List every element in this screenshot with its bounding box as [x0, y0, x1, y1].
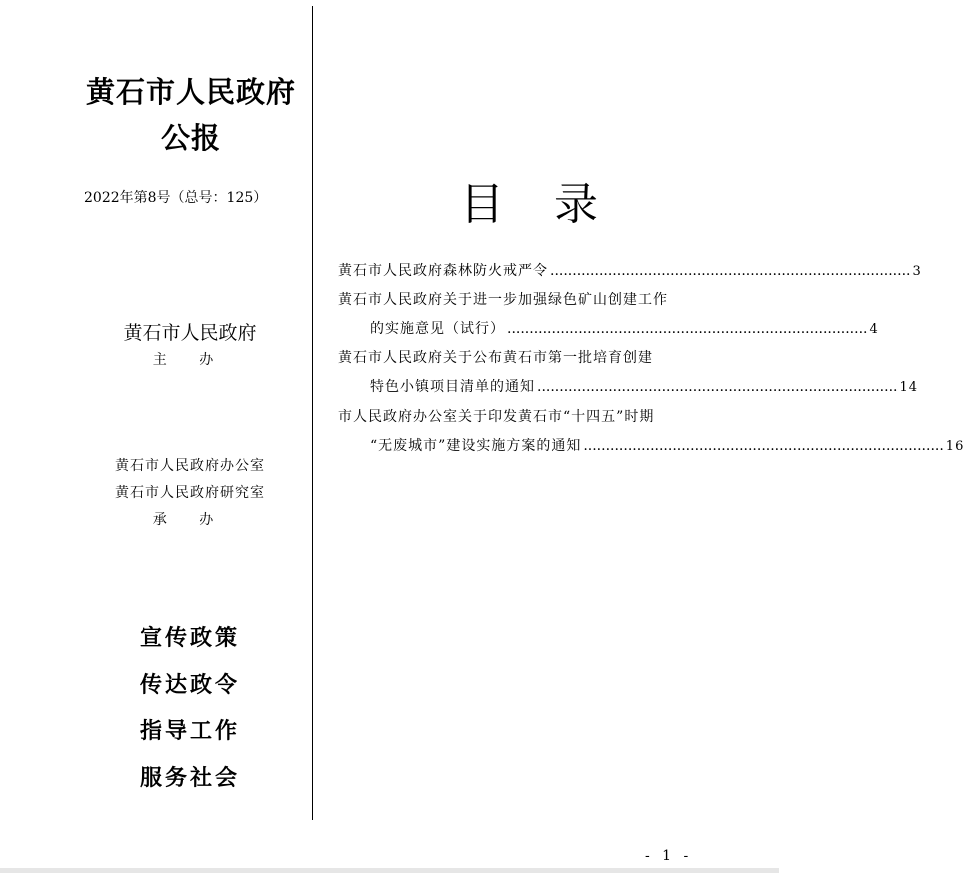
issue-number: 2022年第8号（总号：125）	[84, 190, 268, 206]
toc-entry-2-page: 4	[869, 322, 879, 337]
toc-entry-3-title-cont[interactable]: 特色小镇项目清单的通知	[370, 379, 535, 395]
toc-entry-1[interactable]	[338, 260, 922, 280]
toc-entry-4-line2[interactable]	[370, 435, 964, 455]
undertake-organization-1: 黄石市人民政府办公室	[115, 458, 265, 474]
toc-entry-4-title[interactable]: 市人民政府办公室关于印发黄石市“十四五”时期	[338, 409, 655, 425]
host-organization: 黄石市人民政府	[123, 322, 257, 344]
bulletin-subtitle: 公报	[160, 121, 221, 155]
toc-entry-2-line1[interactable]	[338, 289, 668, 309]
motto-3: 指导工作	[139, 719, 240, 744]
bottom-edge	[0, 868, 779, 873]
motto-1: 宣传政策	[139, 626, 240, 651]
cover-panel	[0, 0, 312, 873]
toc-leader: .................................................................................	[550, 263, 911, 279]
toc-entry-4-page: 16	[945, 439, 964, 454]
page-number: - 1 -	[645, 848, 693, 864]
toc-entry-2-title-cont[interactable]: 的实施意见（试行）	[370, 321, 505, 337]
host-label: 主 办	[152, 352, 228, 368]
bulletin-title: 黄石市人民政府	[85, 75, 296, 109]
toc-entry-3-line1[interactable]	[338, 347, 653, 367]
toc-entry-3-page: 14	[899, 380, 919, 395]
vertical-divider	[312, 6, 313, 820]
toc-entry-4-title-cont[interactable]: “无废城市”建设实施方案的通知	[370, 438, 582, 454]
toc-entry-4-line1[interactable]	[338, 406, 654, 426]
motto-2: 传达政令	[139, 673, 240, 698]
toc-entry-1-page: 3	[912, 264, 922, 279]
toc-leader: .................................................................................	[583, 438, 944, 454]
undertake-label: 承 办	[152, 512, 228, 528]
toc-title: 目 录	[460, 179, 616, 230]
undertake-organization-2: 黄石市人民政府研究室	[115, 485, 265, 501]
toc-entry-3-title[interactable]: 黄石市人民政府关于公布黄石市第一批培育创建	[338, 350, 653, 366]
toc-entry-1-title[interactable]: 黄石市人民政府森林防火戒严令	[338, 263, 548, 279]
toc-entry-2-title[interactable]: 黄石市人民政府关于进一步加强绿色矿山创建工作	[338, 292, 668, 308]
toc-leader: .................................................................................	[507, 321, 868, 337]
toc-leader: .................................................................................	[537, 379, 898, 395]
toc-entry-3-line2[interactable]	[370, 376, 919, 396]
motto-4: 服务社会	[139, 766, 240, 791]
toc-entry-2-line2[interactable]	[370, 318, 879, 338]
